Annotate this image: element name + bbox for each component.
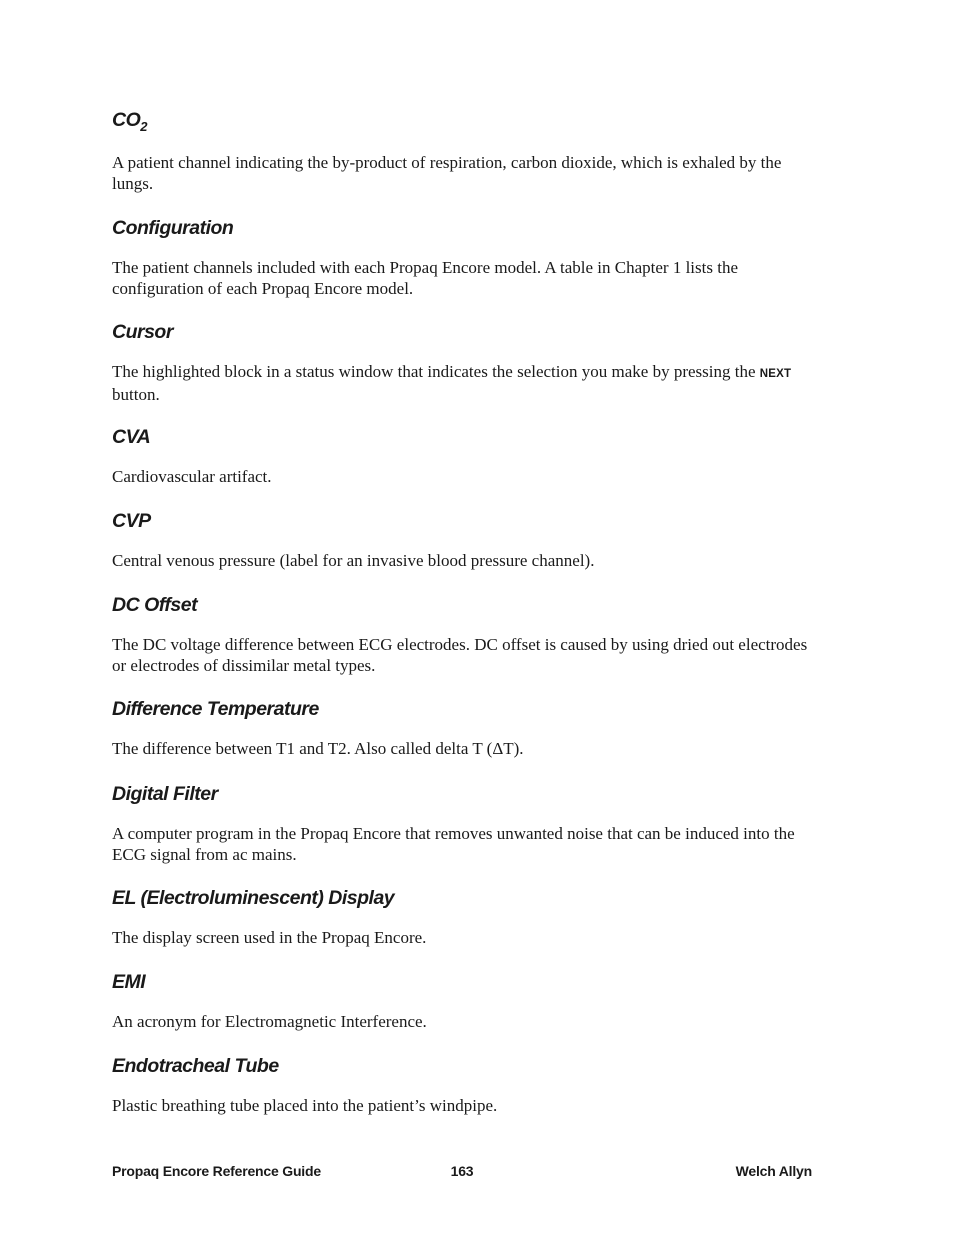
term-configuration: Configuration: [112, 217, 234, 239]
footer-page-number: 163: [450, 1163, 474, 1179]
definition-emi: An acronym for Electromagnetic Interference.: [112, 1012, 427, 1031]
term-co2: [112, 108, 147, 132]
term-co2-text: CO: [112, 109, 141, 131]
next-button-label: NEXT: [759, 368, 792, 380]
footer-company-name: Welch Allyn: [735, 1163, 812, 1179]
definition-configuration: The patient channels included with each Propaq Encore model. A table in Chapter 1 lists the configuration of each Propaq Encore model.: [112, 258, 738, 298]
definition-dc-offset: The DC voltage difference between ECG electrodes. DC offset is caused by using dried out electrodes or electrodes of dissimilar metal types.: [112, 635, 808, 675]
term-cvp: CVP: [112, 510, 151, 532]
definition-cursor-text-after: button.: [112, 384, 160, 404]
term-difference-temperature: Difference Temperature: [112, 698, 319, 720]
definition-difference-temperature: The difference between T1 and T2. Also called delta T (ΔT).: [112, 739, 524, 758]
term-cursor: Cursor: [112, 321, 173, 343]
definition-cvp: Central venous pressure (label for an invasive blood pressure channel).: [112, 551, 595, 570]
term-endotracheal-tube: Endotracheal Tube: [112, 1055, 279, 1077]
definition-digital-filter: A computer program in the Propaq Encore that removes unwanted noise that can be induced into the ECG signal from ac mains.: [112, 824, 795, 864]
definition-cva: Cardiovascular artifact.: [112, 467, 272, 486]
definition-co2: A patient channel indicating the by-product of respiration, carbon dioxide, which is exhaled by the lungs.: [112, 153, 782, 193]
term-emi: EMI: [112, 971, 146, 993]
term-co2-subscript: 2: [140, 119, 147, 134]
term-dc-offset: DC Offset: [112, 594, 198, 616]
term-cva: CVA: [112, 426, 151, 448]
term-el-display: EL (Electroluminescent) Display: [112, 887, 395, 909]
footer-document-title: Propaq Encore Reference Guide: [112, 1163, 321, 1179]
definition-cursor: [112, 362, 824, 405]
definition-el-display: The display screen used in the Propaq Encore.: [112, 928, 427, 947]
definition-cursor-text-before: The highlighted block in a status window that indicates the selection you make by pressing the: [112, 362, 756, 381]
term-digital-filter: Digital Filter: [112, 783, 218, 805]
definition-endotracheal-tube: Plastic breathing tube placed into the patient’s windpipe.: [112, 1096, 498, 1115]
